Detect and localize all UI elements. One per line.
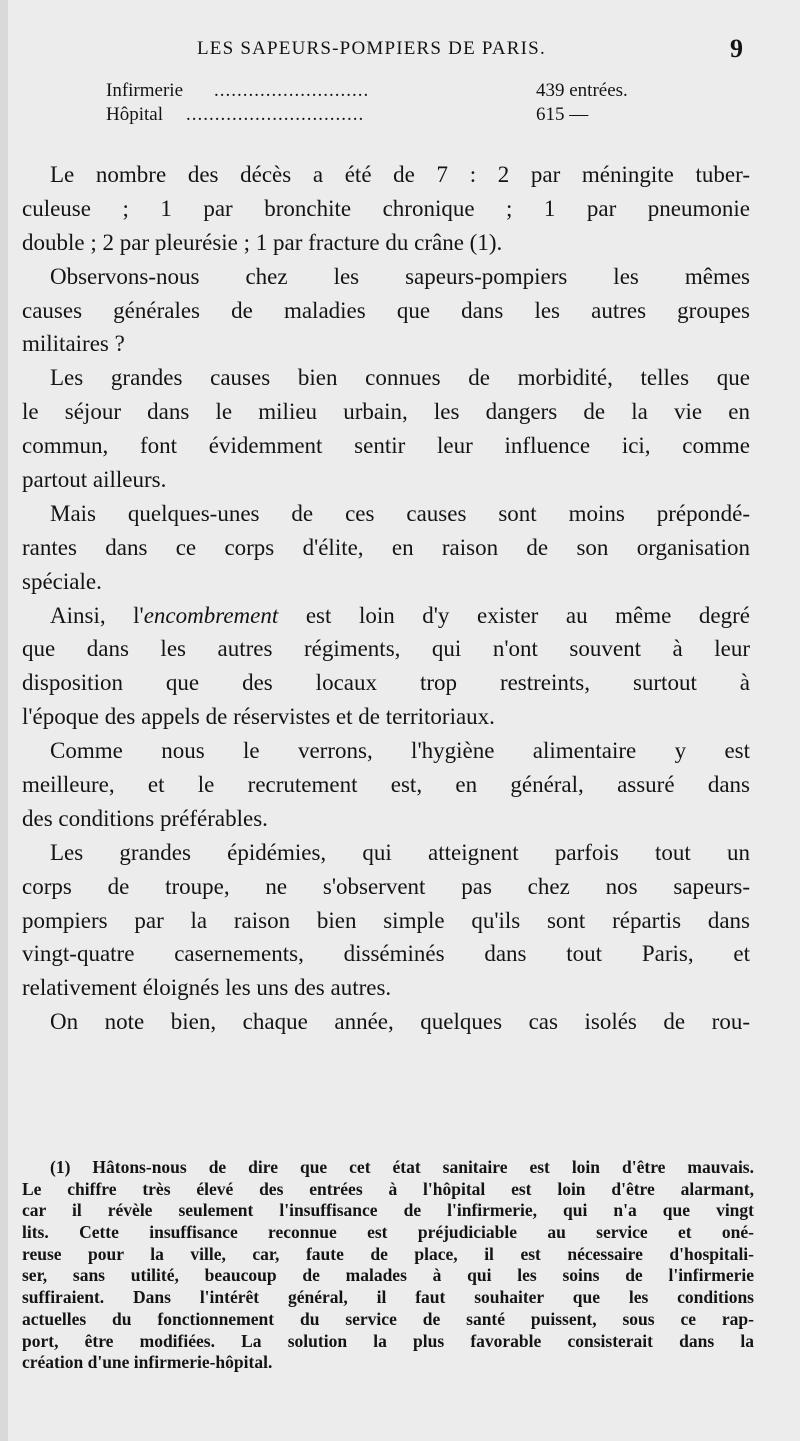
text-line: militaires ? — [22, 331, 125, 357]
text-line — [22, 599, 750, 633]
text-line: Observons-nous chez les sapeurs-pompiers les mêmes — [50, 263, 750, 289]
footnote — [22, 1157, 754, 1374]
text-line: des conditions préférables. — [22, 805, 268, 831]
paragraph — [22, 836, 750, 1005]
text-line: l'époque des appels de réservistes et de territoriaux. — [22, 704, 495, 730]
text-line: partout ailleurs. — [22, 467, 167, 493]
paragraph — [22, 260, 750, 362]
footnote-line: reuse pour la ville, car, faute de place, il est nécessaire d'hospitali- — [22, 1243, 754, 1264]
text-line: pompiers par la raison bien simple qu'ils sont répartis dans — [22, 907, 750, 933]
main-text — [22, 158, 750, 1039]
admissions-label: Infirmerie — [106, 80, 184, 101]
footnote-line: lits. Cette insuffisance reconnue est préjudiciable au service et oné- — [22, 1222, 754, 1243]
running-head — [0, 34, 800, 68]
footnote-line: Le chiffre très élevé des entrées à l'hôpital est loin d'être alarmant, — [22, 1178, 754, 1199]
paragraph — [22, 361, 750, 497]
text-line: Mais quelques-unes de ces causes sont moins prépondé- — [50, 500, 750, 526]
footnote-line: création d'une infirmerie-hôpital. — [22, 1352, 273, 1373]
text-line: double ; 2 par pleurésie ; 1 par fracture du crâne (1). — [22, 229, 503, 255]
text-line: relativement éloignés les uns des autres. — [22, 975, 392, 1001]
footnote-line: car il révèle seulement l'insuffisance de l'infirmerie, qui n'a que vingt — [22, 1200, 754, 1221]
text-line: On note bien, chaque année, quelques cas isolés de rou- — [50, 1009, 750, 1035]
text-run: Ainsi, l' — [50, 602, 144, 628]
admissions-list — [0, 80, 800, 128]
text-line: corps de troupe, ne s'observent pas chez nos sapeurs- — [22, 873, 750, 899]
text-line: le séjour dans le milieu urbain, les dangers de la vie en — [22, 399, 750, 425]
paragraph — [22, 497, 750, 599]
running-title: LES SAPEURS-POMPIERS DE PARIS. — [197, 38, 546, 59]
admissions-value: 439 entrées. — [536, 80, 628, 101]
text-line: Le nombre des décès a été de 7 : 2 par méningite tuber- — [50, 162, 750, 187]
text-line: rantes dans ce corps d'élite, en raison de son organisation — [22, 534, 750, 560]
text-line: disposition que des locaux trop restreints, surtout à — [22, 670, 750, 696]
admissions-row-hopital — [0, 104, 800, 128]
footnote-line: ser, sans utilité, beaucoup de malades à qui les soins de l'infirmerie — [22, 1265, 754, 1286]
admissions-label: Hôpital — [106, 104, 163, 125]
dot-leader: ............................... — [186, 104, 365, 125]
emphasis-word: encombrement — [143, 602, 279, 628]
paragraph — [22, 734, 750, 836]
footnote-line: actuelles du fonctionnement du service de santé puissent, sous ce rap- — [22, 1308, 754, 1329]
page-edge-shadow — [0, 0, 8, 1441]
text-run: est loin d'y exister au même degré — [278, 602, 751, 628]
footnote-line: suffiraient. Dans l'intérêt général, il faut souhaiter que les conditions — [22, 1287, 754, 1308]
page-number: 9 — [730, 34, 743, 63]
footnote-line: (1) Hâtons-nous de dire que cet état sanitaire est loin d'être mauvais. — [50, 1157, 754, 1177]
dot-leader: ........................... — [214, 80, 370, 101]
text-line: spéciale. — [22, 568, 102, 594]
text-line: que dans les autres régiments, qui n'ont souvent à leur — [22, 636, 750, 662]
footnote-line: port, être modifiées. La solution la plus favorable consisterait dans la — [22, 1330, 754, 1351]
text-line: commun, font évidemment sentir leur influence ici, comme — [22, 433, 750, 459]
text-line: Les grandes épidémies, qui atteignent parfois tout un — [50, 839, 750, 865]
text-line: Les grandes causes bien connues de morbidité, telles que — [50, 365, 750, 391]
admissions-value: 615 — — [536, 104, 589, 125]
text-line: causes générales de maladies que dans les autres groupes — [22, 297, 750, 323]
paragraph — [22, 599, 750, 735]
text-line: Comme nous le verrons, l'hygiène alimentaire y est — [50, 738, 750, 764]
text-line: vingt-quatre casernements, disséminés dans tout Paris, et — [22, 941, 750, 967]
text-line: meilleure, et le recrutement est, en général, assuré dans — [22, 772, 750, 798]
paragraph — [22, 1005, 750, 1039]
paragraph — [22, 158, 750, 260]
admissions-row-infirmerie — [0, 80, 800, 104]
text-line: culeuse ; 1 par bronchite chronique ; 1 par pneumonie — [22, 195, 750, 221]
